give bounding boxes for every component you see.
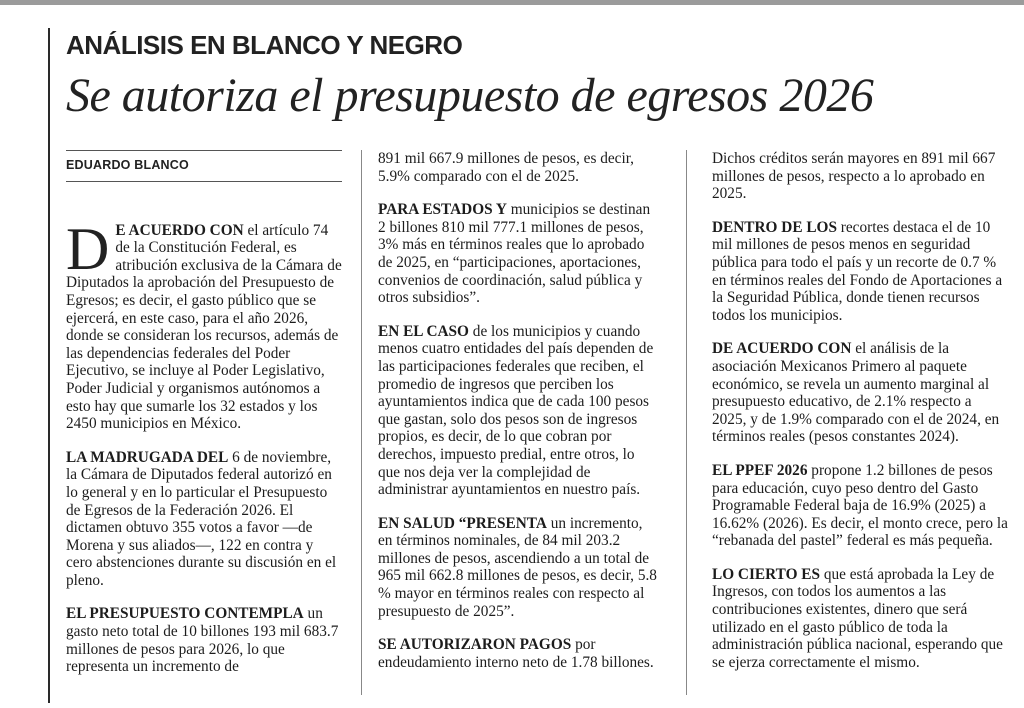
paragraph-lead: DE ACUERDO CON: [712, 340, 852, 358]
paragraph-text: un gasto neto total de 10 billones 193 mil 683.7 millones de pesos para 2026, lo que representa un incremento de: [66, 605, 339, 676]
paragraph-text: de los municipios y cuando menos cuatro entidades del país dependen de las participaciones federales que reciben, el promedio de ingresos que perciben los ayuntamientos indica que de cada 100 pesos que gastan, solo dos pesos son de ingresos propios, es decir, de lo que cobran por derechos, impuesto predial, entre otros, lo que nos deja ver la complejidad de administrar ayuntamientos en nuestro país.: [378, 322, 654, 499]
byline-block: [66, 150, 342, 182]
paragraph-lead: PARA ESTADOS Y: [378, 201, 507, 219]
paragraph-text: municipios se destinan 2 billones 810 mil 777.1 millones de pesos, 3% más en términos reales que lo aprobado de 2025, en “participaciones, aportaciones, convenios de coordinación, salud pública y otros subsidios”.: [378, 201, 651, 307]
paragraph: [378, 515, 660, 621]
column-divider: [361, 150, 362, 695]
paragraph: [66, 215, 342, 433]
paragraph-lead: LO CIERTO ES: [712, 565, 820, 583]
paragraph: [66, 605, 342, 675]
paragraph: [378, 150, 660, 185]
top-rule: [0, 0, 1024, 5]
paragraph-lead: LA MADRUGADA DEL: [66, 448, 229, 466]
paragraph-text: Dichos créditos serán mayores en 891 mil 667 millones de pesos, respecto a lo aprobado en 2025.: [712, 150, 996, 203]
paragraph-text: 891 mil 667.9 millones de pesos, es decir, 5.9% comparado con el de 2025.: [378, 150, 634, 185]
paragraph: [378, 201, 660, 307]
paragraph-lead: DENTRO DE LOS: [712, 218, 837, 236]
section-vertical-rule: [48, 28, 50, 703]
paragraph-lead: E ACUERDO CON: [115, 221, 244, 239]
paragraph-lead: EL PRESUPUESTO CONTEMPLA: [66, 605, 304, 623]
paragraph-text: el artículo 74 de la Constitución Federal, es atribución exclusiva de la Cámara de Diputados la aprobación del Presupuesto de Egresos; es decir, el gasto público que se ejercerá, en este caso, para el año 2026, donde se consideran los recursos, además de las dependencias federales del Poder Ejecutivo, se incluye al Poder Legislativo, Poder Judicial y organismos autónomos a esto hay que sumarle los 32 estados y los 2450 municipios en México.: [66, 221, 342, 433]
paragraph-text: que está aprobada la Ley de Ingresos, con todos los aumentos a las contribuciones existentes, dinero que será utilizado en el gasto público de toda la administración pública nacional, esperando que se ejerza correctamente el mismo.: [712, 565, 1003, 671]
article-column-1: [66, 150, 342, 692]
paragraph-text: por endeudamiento interno neto de 1.78 billones.: [378, 636, 654, 671]
paragraph: [378, 636, 660, 671]
paragraph: [712, 150, 1008, 203]
column-divider: [686, 150, 687, 695]
article-column-2: [378, 150, 660, 687]
paragraph-text: propone 1.2 billones de pesos para educación, cuyo peso dentro del Gasto Programable Federal baja de 16.9% (2025) a 16.62% (2026). Es decir, el monto crece, pero la “rebanada del pastel” federal es más pequeña.: [712, 461, 1008, 550]
paragraph-text: 6 de noviembre, la Cámara de Diputados federal autorizó en lo general y en lo particular el Presupuesto de Egresos de la Federación 2026. El dictamen obtuvo 355 votos a favor —de Morena y sus aliados—, 122 en contra y cero abstenciones durante su discusión en el pleno.: [66, 448, 337, 589]
paragraph-text: un incremento, en términos nominales, de 84 mil 203.2 millones de pesos, ascendiendo a un total de 965 mil 662.8 millones de pesos, es decir, 5.8 % mayor en términos reales con respecto al presupuesto de 2025”.: [378, 514, 657, 620]
paragraph: [712, 566, 1008, 672]
paragraph-lead: EN SALUD “PRESENTA: [378, 514, 547, 532]
paragraph: [712, 462, 1008, 550]
paragraph: [712, 219, 1008, 325]
column-kicker: ANÁLISIS EN BLANCO Y NEGRO: [66, 30, 463, 60]
paragraph: [378, 323, 660, 499]
paragraph-text: el análisis de la asociación Mexicanos Primero al paquete económico, se revela un aumento marginal al presupuesto educativo, de 2.1% respecto a 2025, y de 1.9% comparado con el de 2024, en términos reales (pesos constantes 2024).: [712, 340, 1000, 446]
author-byline: EDUARDO BLANCO: [66, 158, 189, 172]
paragraph: [66, 449, 342, 590]
drop-cap: D: [66, 215, 110, 282]
paragraph-lead: EL PPEF 2026: [712, 461, 808, 479]
paragraph: [712, 340, 1008, 446]
paragraph-lead: EN EL CASO: [378, 322, 469, 340]
paragraph-text: recortes destaca el de 10 mil millones de pesos menos en seguridad pública para todo el país y un recorte de 0.7 % en términos reales del Fondo de Aportaciones a la Seguridad Pública, donde tienen recursos todos los municipios.: [712, 218, 1003, 324]
article-headline: Se autoriza el presupuesto de egresos 2026: [66, 69, 874, 122]
article-column-3: [712, 150, 1008, 687]
paragraph-lead: SE AUTORIZARON PAGOS: [378, 636, 572, 654]
